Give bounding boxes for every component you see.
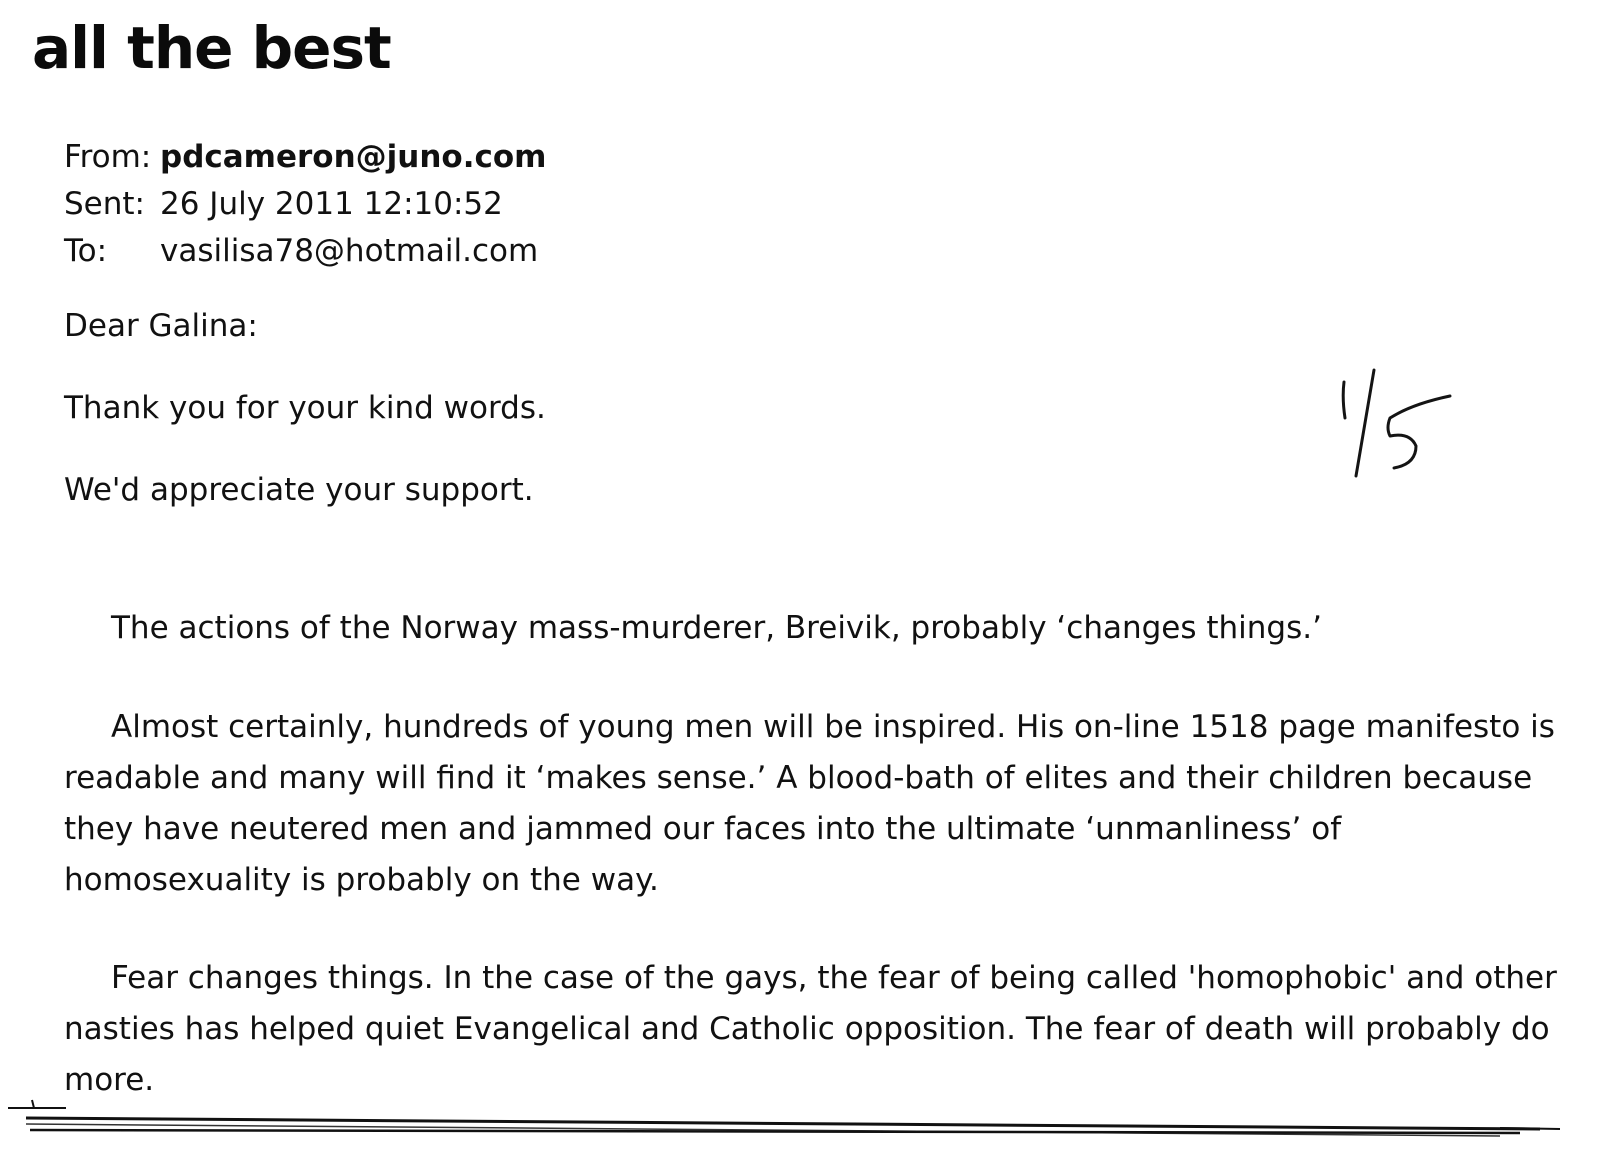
- to-label: To:: [64, 233, 108, 269]
- body-paragraph: The actions of the Norway mass-murderer, Breivik, probably ‘changes things.’: [111, 610, 1322, 646]
- to-address: vasilisa78@hotmail.com: [160, 233, 539, 269]
- sent-date: 26 July 2011 12:10:52: [160, 186, 503, 222]
- sent-label: Sent:: [64, 186, 145, 222]
- sent-row: [64, 181, 546, 228]
- handwritten-page-mark: [1332, 368, 1462, 488]
- from-label: From:: [64, 139, 152, 175]
- email-header: [64, 134, 546, 275]
- body-paragraph: Fear changes things. In the case of the gays, the fear of being called 'homophobic' and other nasties has helped quiet Evangelical and Catholic opposition. The fear of death will probably do more.: [64, 960, 1557, 1098]
- page-bottom-rule: [0, 1096, 1600, 1146]
- email-subject: all the best: [32, 14, 391, 82]
- support-line: We'd appreciate your support.: [64, 472, 534, 508]
- thanks-line: Thank you for your kind words.: [64, 390, 546, 426]
- salutation: Dear Galina:: [64, 308, 258, 344]
- from-row: [64, 134, 546, 181]
- body-paragraph: Almost certainly, hundreds of young men will be inspired. His on-line 1518 page manifesto is readable and many will find it ‘makes sense.’ A blood-bath of elites and their children because they have neutered men and jammed our faces into the ultimate ‘unmanliness’ of homosexuality is probably on the way.: [64, 709, 1555, 898]
- from-address: pdcameron@juno.com: [160, 139, 547, 175]
- to-row: [64, 228, 546, 275]
